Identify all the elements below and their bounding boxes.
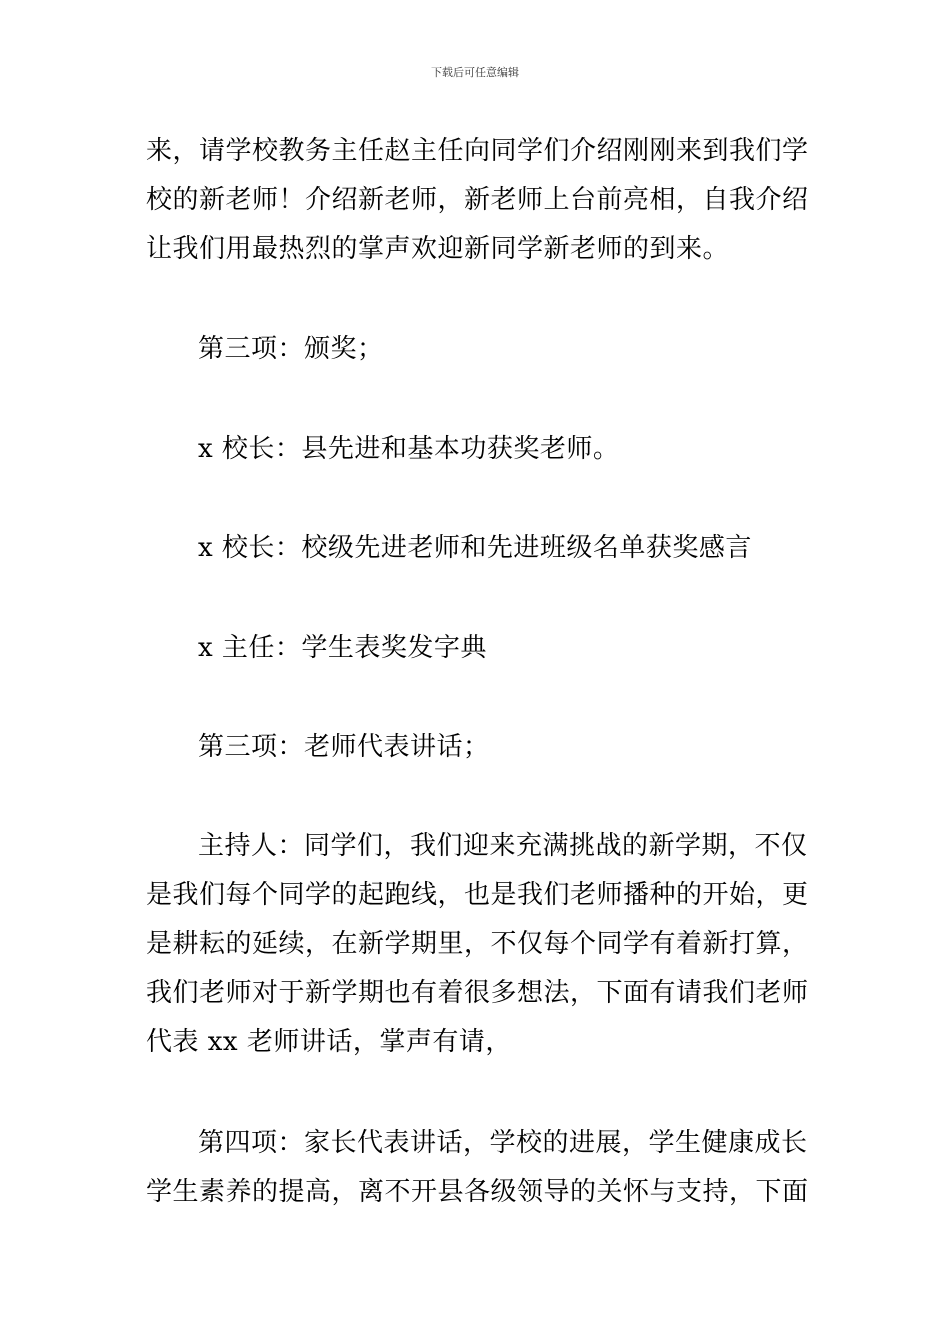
paragraph-principal-school: [146, 524, 808, 573]
paragraph-parent-speech: [146, 1119, 808, 1217]
paragraph-award-heading: [146, 325, 808, 374]
text-line: 让我们用最热烈的掌声欢迎新同学新老师的到来。: [146, 234, 730, 264]
paragraph-principal-county: [146, 425, 808, 474]
text-line: x 校长：县先进和基本功获奖老师。: [198, 434, 620, 464]
text-line: 我们老师对于新学期也有着很多想法，下面有请我们老师: [146, 978, 809, 1008]
text-line: 第三项：颁奖；: [198, 334, 384, 364]
text-line: 是我们每个同学的起跑线，也是我们老师播种的开始，更: [146, 880, 809, 910]
text-line: 代表 xx 老师讲话，掌声有请，: [146, 1027, 512, 1057]
text-line: 主持人：同学们，我们迎来充满挑战的新学期，不仅: [198, 831, 808, 861]
paragraph-host-remarks: [146, 822, 808, 1067]
paragraph-intro-teachers: [146, 127, 808, 274]
paragraph-teacher-speech-heading: [146, 723, 808, 772]
text-line: 来，请学校教务主任赵主任向同学们介绍刚刚来到我们学: [146, 136, 809, 166]
paragraph-director-awards: [146, 624, 808, 673]
text-line: 校的新老师！介绍新老师，新老师上台前亮相，自我介绍: [146, 185, 809, 215]
header-note: 下载后可任意编辑: [431, 66, 519, 79]
text-line: 第三项：老师代表讲话；: [198, 732, 490, 762]
text-line: 是耕耘的延续，在新学期里，不仅每个同学有着新打算，: [146, 929, 809, 959]
text-line: 第四项：家长代表讲话，学校的进展，学生健康成长: [198, 1128, 808, 1158]
text-line: x 主任：学生表奖发字典: [198, 633, 487, 663]
text-line: x 校长：校级先进老师和先进班级名单获奖感言: [198, 533, 752, 563]
text-line: 学生素养的提高，离不开县各级领导的关怀与支持，下面: [146, 1177, 809, 1207]
